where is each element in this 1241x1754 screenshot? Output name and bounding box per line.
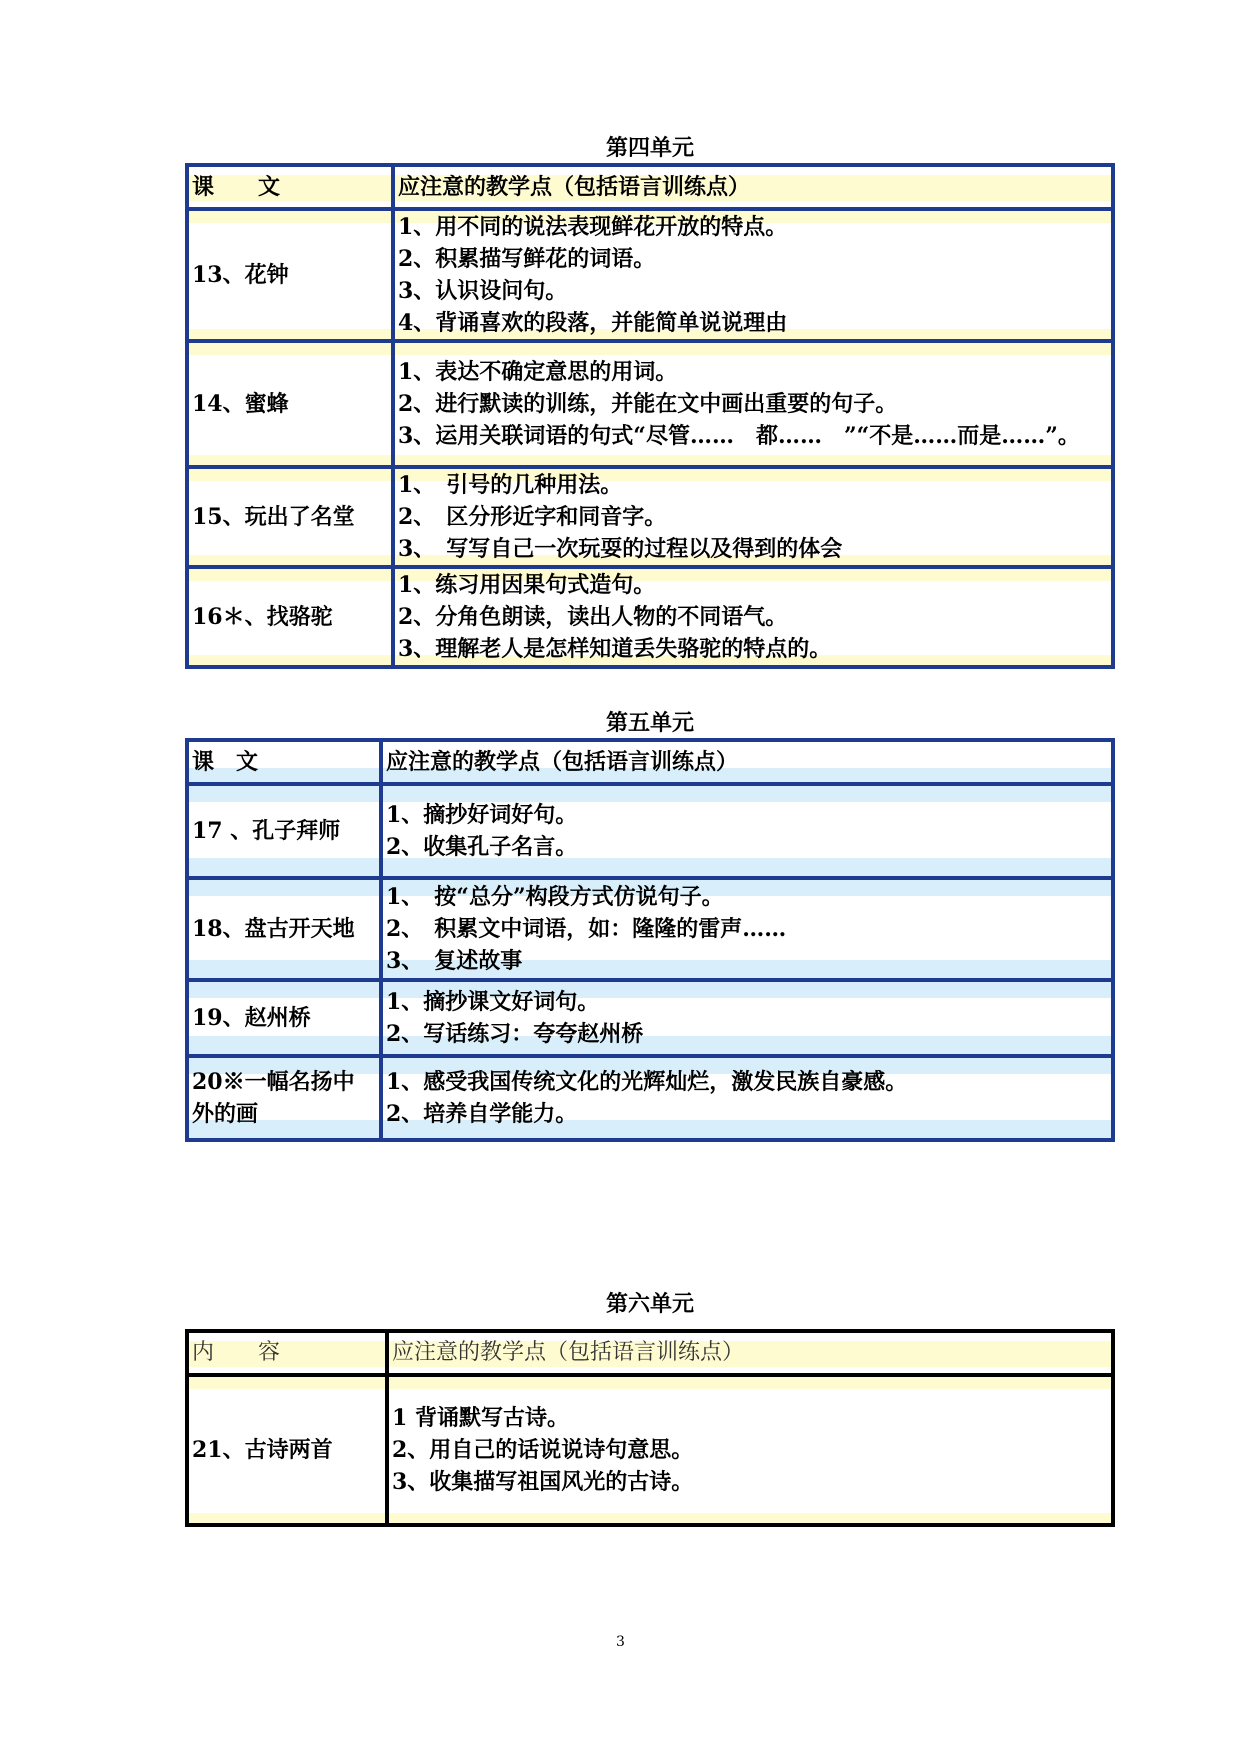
point-line: 1、 引号的几种用法。 bbox=[398, 472, 623, 498]
point-line: 2、 积累文中词语，如：隆隆的雷声…… bbox=[386, 916, 787, 942]
header-points: 应注意的教学点（包括语言训练点） bbox=[387, 1331, 1113, 1375]
header-points: 应注意的教学点（包括语言训练点） bbox=[393, 165, 1113, 209]
point-line: 3、认识设问句。 bbox=[398, 278, 568, 304]
point-line: 3、 写写自己一次玩耍的过程以及得到的体会 bbox=[398, 536, 843, 562]
unit-6-title: 第六单元 bbox=[605, 1291, 694, 1317]
header-points: 应注意的教学点（包括语言训练点） bbox=[381, 740, 1113, 784]
point-line: 4、背诵喜欢的段落，并能简单说说理由 bbox=[398, 310, 788, 336]
points-cell bbox=[381, 1056, 1113, 1140]
lesson-cell: 16＊、找骆驼 bbox=[187, 567, 393, 667]
point-line: 1 背诵默写古诗。 bbox=[392, 1405, 569, 1431]
header-lesson: 内 容 bbox=[187, 1331, 387, 1375]
table-row bbox=[187, 1375, 1113, 1525]
point-line: 1、 按“总分”构段方式仿说句子。 bbox=[386, 884, 724, 910]
header-lesson: 课 文 bbox=[187, 740, 381, 784]
lesson-cell: 13、花钟 bbox=[187, 209, 393, 341]
unit-4-table bbox=[185, 163, 1115, 669]
lesson-cell: 18、盘古开天地 bbox=[187, 878, 381, 980]
point-line: 2、积累描写鲜花的词语。 bbox=[398, 246, 656, 272]
lesson-cell: 14、蜜蜂 bbox=[187, 341, 393, 467]
points-cell bbox=[381, 784, 1113, 878]
point-line: 2、收集孔子名言。 bbox=[386, 834, 578, 860]
point-line: 3、 复述故事 bbox=[386, 948, 523, 974]
points-cell bbox=[393, 467, 1113, 567]
lesson-cell: 20※一幅名扬中外的画 bbox=[187, 1056, 381, 1140]
table-header-row bbox=[187, 165, 1113, 209]
table-row bbox=[187, 567, 1113, 667]
points-cell bbox=[393, 341, 1113, 467]
header-lesson: 课 文 bbox=[187, 165, 393, 209]
point-line: 1、练习用因果句式造句。 bbox=[398, 572, 656, 598]
table-row bbox=[187, 980, 1113, 1056]
points-cell bbox=[381, 878, 1113, 980]
point-line: 2、用自己的话说说诗句意思。 bbox=[392, 1437, 694, 1463]
points-cell bbox=[393, 567, 1113, 667]
point-line: 2、进行默读的训练，并能在文中画出重要的句子。 bbox=[398, 391, 898, 417]
table-row bbox=[187, 1056, 1113, 1140]
table-row bbox=[187, 341, 1113, 467]
points-cell bbox=[393, 209, 1113, 341]
point-line: 2、 区分形近字和同音字。 bbox=[398, 504, 667, 530]
lesson-cell: 17 、孔子拜师 bbox=[187, 784, 381, 878]
point-line: 2、分角色朗读，读出人物的不同语气。 bbox=[398, 604, 788, 630]
point-line: 1、用不同的说法表现鲜花开放的特点。 bbox=[398, 214, 788, 240]
points-cell bbox=[381, 980, 1113, 1056]
table-row bbox=[187, 467, 1113, 567]
points-cell bbox=[387, 1375, 1113, 1525]
page-number: 3 bbox=[616, 1634, 625, 1650]
table-row bbox=[187, 209, 1113, 341]
point-line: 2、写话练习：夸夸赵州桥 bbox=[386, 1021, 644, 1047]
point-line: 3、理解老人是怎样知道丢失骆驼的特点的。 bbox=[398, 636, 832, 662]
point-line: 3、收集描写祖国风光的古诗。 bbox=[392, 1469, 694, 1495]
table-row bbox=[187, 878, 1113, 980]
point-line: 2、培养自学能力。 bbox=[386, 1101, 578, 1127]
point-line: 1、摘抄课文好词句。 bbox=[386, 989, 600, 1015]
unit-5-title: 第五单元 bbox=[605, 710, 694, 736]
unit-6-table bbox=[185, 1329, 1115, 1527]
point-line: 1、感受我国传统文化的光辉灿烂，激发民族自豪感。 bbox=[386, 1069, 908, 1095]
table-header-row bbox=[187, 740, 1113, 784]
unit-5-table bbox=[185, 738, 1115, 1142]
lesson-cell: 15、玩出了名堂 bbox=[187, 467, 393, 567]
unit-4-title: 第四单元 bbox=[605, 135, 694, 161]
point-line: 1、摘抄好词好句。 bbox=[386, 802, 578, 828]
lesson-cell: 21、古诗两首 bbox=[187, 1375, 387, 1525]
table-header-row bbox=[187, 1331, 1113, 1375]
lesson-cell: 19、赵州桥 bbox=[187, 980, 381, 1056]
point-line: 3、运用关联词语的句式“尽管…… 都…… ”“不是……而是……”。 bbox=[398, 423, 1080, 449]
point-line: 1、表达不确定意思的用词。 bbox=[398, 359, 678, 385]
table-row bbox=[187, 784, 1113, 878]
